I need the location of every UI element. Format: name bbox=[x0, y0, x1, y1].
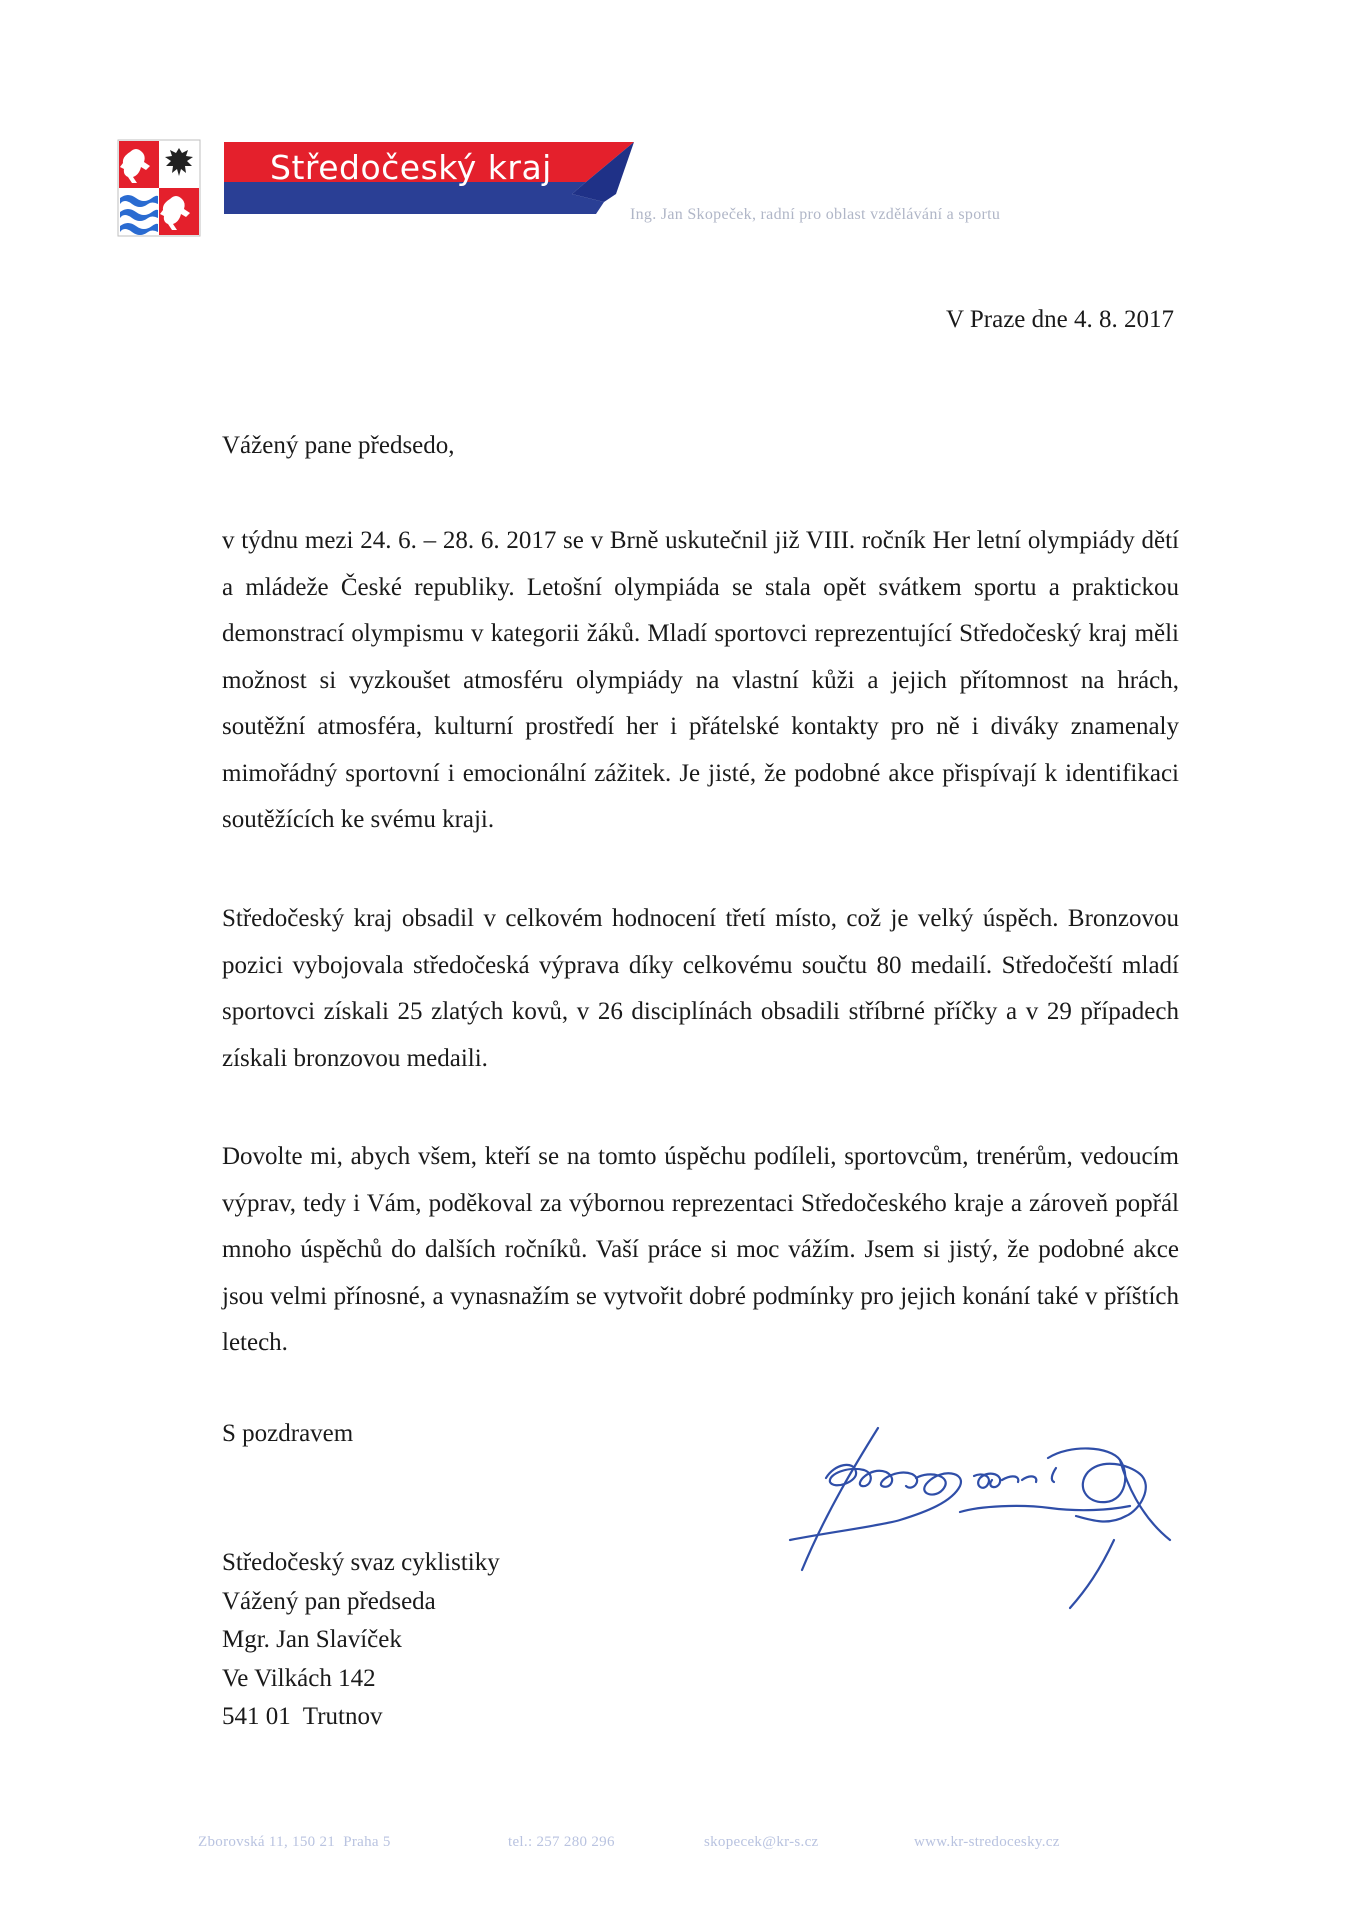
footer-web: www.kr-stredocesky.cz bbox=[914, 1834, 1060, 1850]
footer-address: Zborovská 11, 150 21 Praha 5 bbox=[198, 1834, 391, 1850]
coat-of-arms-logo bbox=[116, 138, 202, 238]
recipient-title: Vážený pan předseda bbox=[222, 1587, 436, 1615]
brand-title: Středočeský kraj bbox=[270, 148, 552, 187]
footer-email: skopecek@kr-s.cz bbox=[704, 1834, 819, 1850]
official-name-line: Ing. Jan Skopeček, radní pro oblast vzdělávání a sportu bbox=[630, 206, 1001, 223]
letter-date: V Praze dne 4. 8. 2017 bbox=[946, 306, 1174, 333]
recipient-name: Mgr. Jan Slavíček bbox=[222, 1626, 402, 1653]
recipient-street: Ve Vilkách 142 bbox=[222, 1664, 376, 1692]
body-paragraph-2: Středočeský kraj obsadil v celkovém hodnocení třetí místo, což je velký úspěch. Bronzovou pozici vybojovala středočeská výprava díky celkovému součtu 80 medailí. Středočeští mladí sportovci získali 25 zlatých kovů, v 26 disciplínách obsadili stříbrné příčky a v 29 případech získali bronzovou medaili. bbox=[222, 905, 1179, 1072]
recipient-organization: Středočeský svaz cyklistiky bbox=[222, 1549, 500, 1576]
closing: S pozdravem bbox=[222, 1420, 354, 1447]
body-paragraph-1: v týdnu mezi 24. 6. – 28. 6. 2017 se v Brně uskutečnil již VIII. ročník Her letní olympiády dětí a mládeže České republiky. Letošní olympiáda se stala opět svátkem sportu a praktickou demonstrací olympismu v kategorii žáků. Mladí sportovci reprezentující Středočeský kraj měli možnost si vyzkoušet atmosféru olympiády na vlastní kůži a jejich přítomnost na hrách, soutěžní atmosféra, kulturní prostředí her i přátelské kontakty pro ně i diváky znamenaly mimořádný sportovní i emocionální zážitek. Je jisté, že podobné akce přispívají k identifikaci soutěžících ke svému kraji. bbox=[222, 527, 1179, 833]
handwritten-signature bbox=[730, 1420, 1200, 1620]
salutation: Vážený pane předsedo, bbox=[222, 432, 455, 459]
footer-phone: tel.: 257 280 296 bbox=[508, 1834, 615, 1850]
body-paragraph-3: Dovolte mi, abych všem, kteří se na tomto úspěchu podíleli, sportovcům, trenérům, vedoucím výprav, tedy i Vám, poděkoval za výbornou reprezentaci Středočeského kraje a zároveň popřál mnoho úspěchů do dalších ročníků. Vaší práce si moc vážím. Jsem si jistý, že podobné akce jsou velmi přínosné, a vynasnažím se vytvořit dobré podmínky pro jejich konání také v příštích letech. bbox=[222, 1143, 1179, 1356]
recipient-city: 541 01 Trutnov bbox=[222, 1703, 383, 1730]
recipient-address bbox=[222, 1544, 500, 1737]
